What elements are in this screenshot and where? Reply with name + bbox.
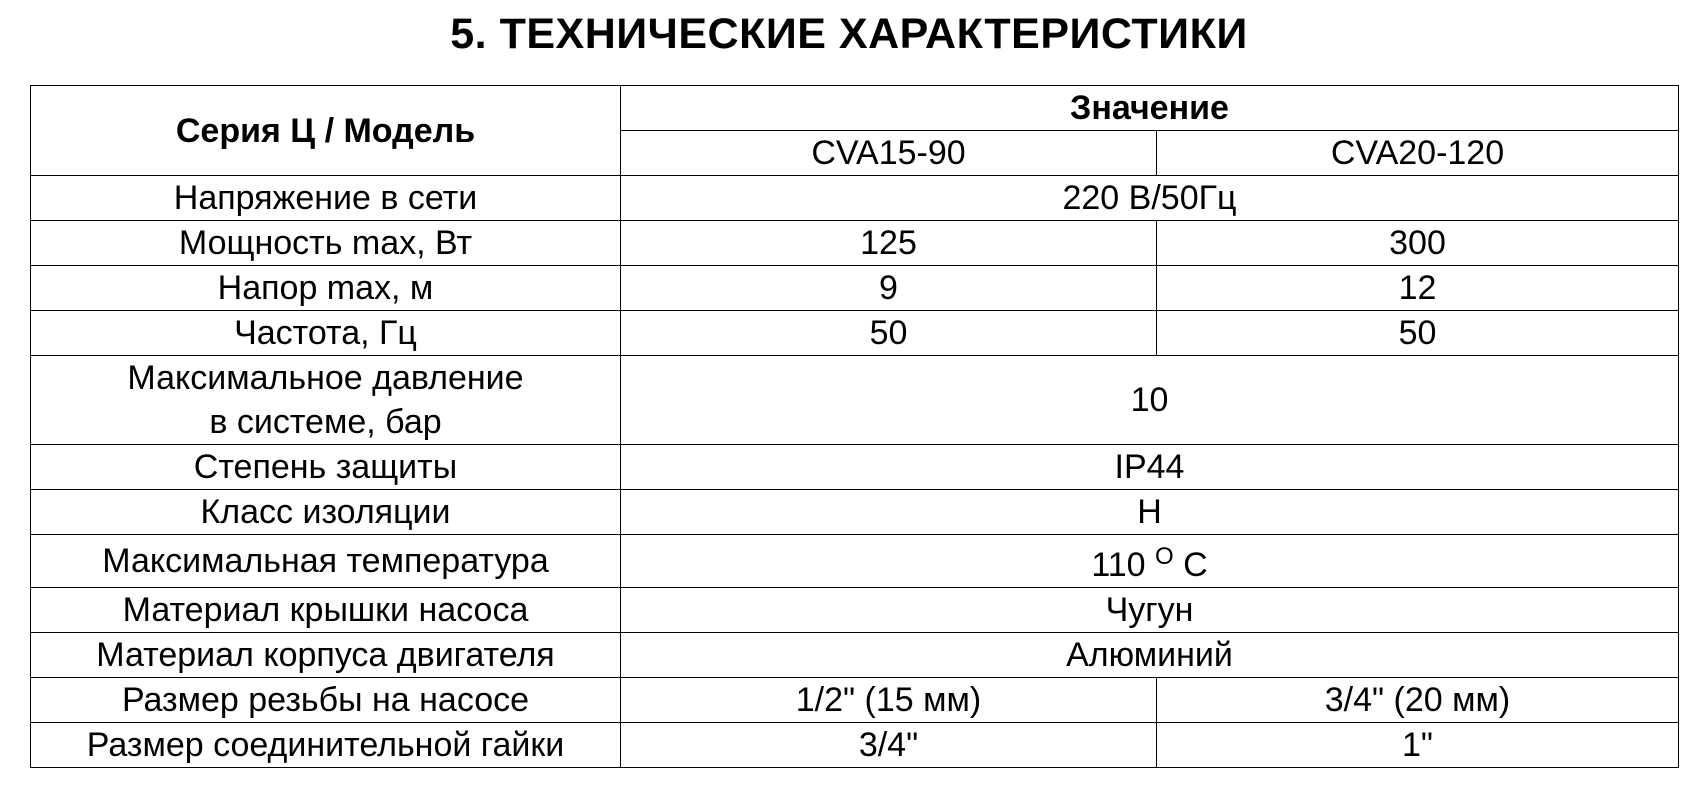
specs-table <box>30 85 1679 768</box>
degree-mark: O <box>1154 543 1174 570</box>
row-value: 300 <box>1157 221 1679 266</box>
row-value: 125 <box>621 221 1157 266</box>
row-param: Степень защиты <box>31 445 621 490</box>
row-value: Алюминий <box>621 633 1679 678</box>
header-param: Серия Ц / Модель <box>31 86 621 176</box>
row-param: Мощность max, Вт <box>31 221 621 266</box>
row-value: 12 <box>1157 266 1679 311</box>
row-param: Максимальная температура <box>31 535 621 588</box>
row-param: Напряжение в сети <box>31 176 621 221</box>
table-row <box>31 221 1679 266</box>
row-value: 10 <box>621 356 1679 445</box>
row-param-line: в системе, бар <box>209 403 442 441</box>
temperature-value: 110 <box>1091 546 1146 584</box>
row-param: Материал корпуса двигателя <box>31 633 621 678</box>
table-row <box>31 311 1679 356</box>
row-param: Размер резьбы на насосе <box>31 678 621 723</box>
temperature-unit: C <box>1183 546 1208 584</box>
row-value: 220 В/50Гц <box>621 176 1679 221</box>
table-row <box>31 723 1679 768</box>
row-value: 1/2" (15 мм) <box>621 678 1157 723</box>
header-value: Значение <box>621 86 1679 131</box>
row-param: Размер соединительной гайки <box>31 723 621 768</box>
row-param-line: Максимальное давление <box>127 359 524 397</box>
table-row <box>31 266 1679 311</box>
table-row <box>31 490 1679 535</box>
row-value: IP44 <box>621 445 1679 490</box>
table-row <box>31 588 1679 633</box>
row-param <box>31 356 621 445</box>
row-value: 3/4" <box>621 723 1157 768</box>
row-value: 1" <box>1157 723 1679 768</box>
row-value: 3/4" (20 мм) <box>1157 678 1679 723</box>
model-name: CVA15-90 <box>621 131 1157 176</box>
row-value: 50 <box>1157 311 1679 356</box>
table-row <box>31 445 1679 490</box>
model-name: CVA20-120 <box>1157 131 1679 176</box>
table-row <box>31 633 1679 678</box>
row-value: 9 <box>621 266 1157 311</box>
table-row <box>31 678 1679 723</box>
table-row <box>31 176 1679 221</box>
row-param: Класс изоляции <box>31 490 621 535</box>
table-header-row <box>31 86 1679 131</box>
row-param: Частота, Гц <box>31 311 621 356</box>
row-param: Материал крышки насоса <box>31 588 621 633</box>
row-value: Чугун <box>621 588 1679 633</box>
table-row <box>31 535 1679 588</box>
table-row <box>31 356 1679 445</box>
row-value: 50 <box>621 311 1157 356</box>
row-value: H <box>621 490 1679 535</box>
row-value <box>621 535 1679 588</box>
page-title: 5. ТЕХНИЧЕСКИЕ ХАРАКТЕРИСТИКИ <box>450 10 1248 58</box>
row-param: Напор max, м <box>31 266 621 311</box>
